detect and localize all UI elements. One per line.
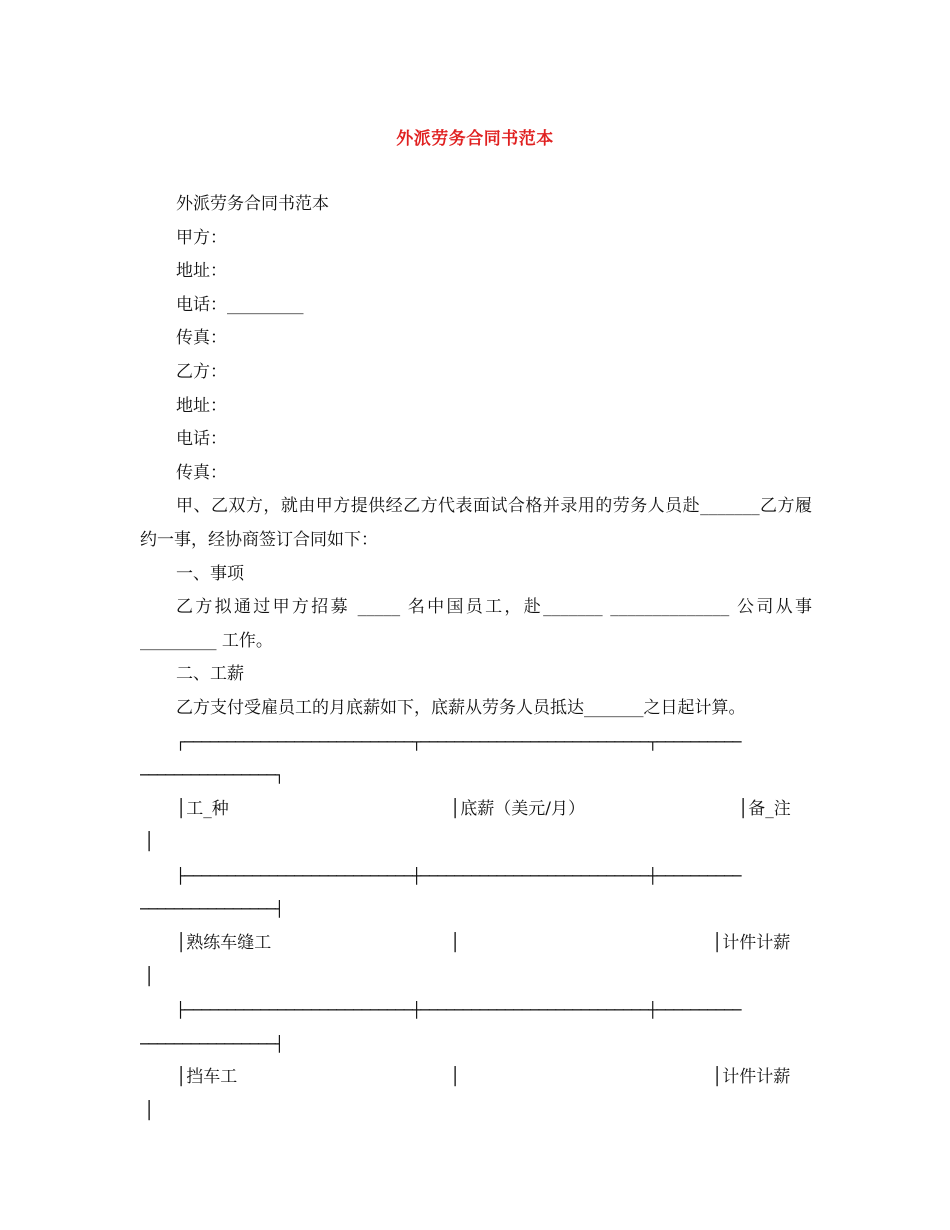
table-header-row-tail — [140, 826, 812, 860]
document-body — [140, 188, 818, 1129]
party-a-address: 地址： — [176, 261, 227, 282]
row-col-job: │挡车工 — [176, 1067, 238, 1088]
section-heading-salary: 二、工薪 — [176, 664, 244, 685]
header-tail-bar: │ — [144, 832, 155, 853]
header-col-notes: │备_注 — [738, 798, 791, 819]
party-b-phone: 电话： — [176, 429, 227, 450]
section-heading-matters: 一、事项 — [176, 563, 244, 584]
paragraph-heading: 外派劳务合同书范本 — [176, 194, 329, 214]
row-tail-bar: │ — [144, 1101, 155, 1122]
row-col-salary: │ — [450, 933, 461, 954]
table-mid-border-cont: ────────────────┤ — [140, 900, 284, 919]
table-top-border: ┌───────────────────────────┬───────────────────────────┬────────── — [176, 732, 741, 751]
intro-paragraph: 甲、乙双方，就由甲方提供经乙方代表面试合格并录用的劳务人员赴_______乙方履约一事，经协商签订合同如下： — [140, 496, 812, 550]
table-mid-border-cont: ────────────────┤ — [140, 1034, 284, 1053]
salary-table — [140, 726, 812, 1129]
table-mid-border: ├───────────────────────────┼───────────────────────────┼────────── — [176, 866, 741, 885]
matters-paragraph: 乙方拟通过甲方招募 _____ 名中国员工，赴_______ ______________ 公司从事 _________ 工作。 — [140, 597, 818, 651]
table-row — [140, 1061, 812, 1095]
table-header-row — [140, 793, 812, 827]
table-row-tail — [140, 961, 812, 995]
row-tail-bar: │ — [144, 966, 155, 987]
table-row-tail — [140, 1095, 812, 1129]
row-col-notes: │计件计薪 — [712, 933, 791, 954]
party-b-label: 乙方： — [176, 361, 227, 382]
party-b-address: 地址： — [176, 395, 227, 416]
header-col-job: │工_种 — [176, 798, 229, 819]
table-mid-border: ├───────────────────────────┼───────────────────────────┼────────── — [176, 1001, 741, 1020]
party-a-fax: 传真： — [176, 328, 227, 349]
table-top-border-cont: ────────────────┐ — [140, 766, 284, 785]
document-title: 外派劳务合同书范本 — [396, 129, 554, 149]
party-a-phone: 电话：_________ — [176, 294, 304, 315]
table-row — [140, 927, 812, 961]
salary-paragraph: 乙方支付受雇员工的月底薪如下，底薪从劳务人员抵达_______之日起计算。 — [176, 697, 746, 718]
row-col-notes: │计件计薪 — [712, 1067, 791, 1088]
header-col-salary: │底薪（美元/月） — [450, 798, 585, 819]
row-col-salary: │ — [450, 1067, 461, 1088]
party-a-label: 甲方： — [176, 227, 227, 248]
party-b-fax: 传真： — [176, 462, 227, 483]
row-col-job: │熟练车缝工 — [176, 933, 272, 954]
